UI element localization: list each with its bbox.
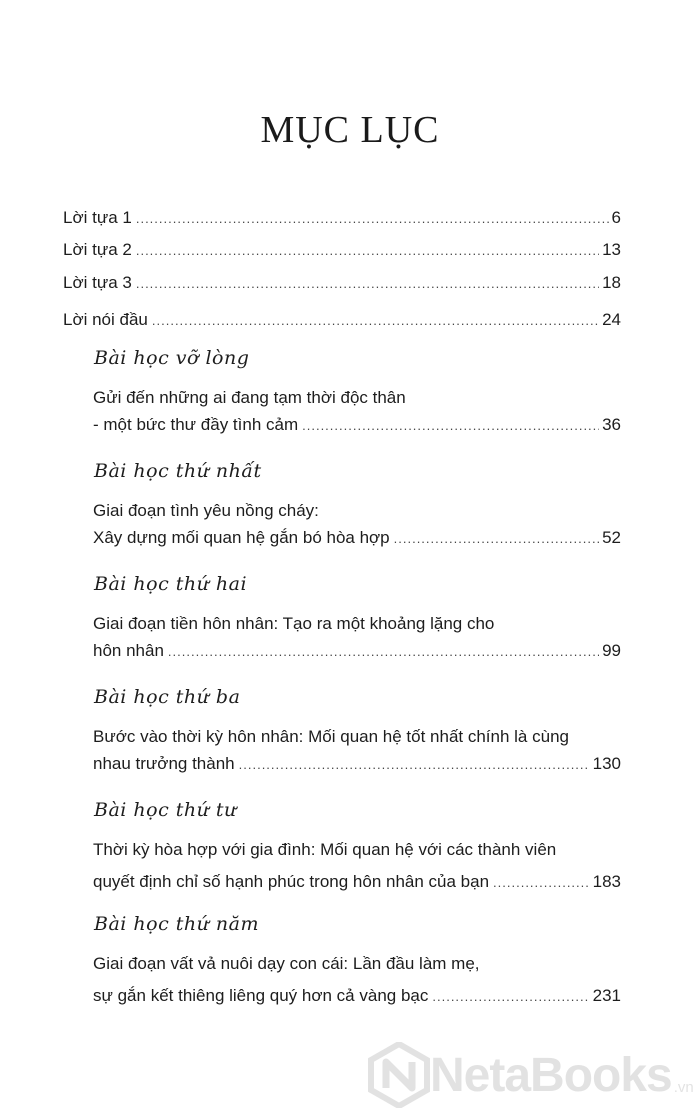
netabooks-logo-icon [368, 1042, 430, 1108]
dot-leader [168, 641, 599, 663]
toc-entry-label: Lời nói đầu [63, 310, 148, 329]
toc-entry-label: sự gắn kết thiêng liêng quý hơn cả vàng bạc [93, 986, 429, 1005]
toc-entry[interactable] [93, 414, 621, 437]
lesson-heading: Bài học thứ hai [94, 573, 248, 595]
dot-leader [136, 208, 609, 230]
toc-entry-line[interactable]: Bước vào thời kỳ hôn nhân: Mối quan hệ tốt nhất chính là cùng [93, 727, 569, 746]
toc-entry[interactable] [63, 239, 621, 262]
dot-leader [136, 273, 599, 295]
toc-entry[interactable] [93, 753, 621, 776]
toc-page-number: 130 [592, 754, 621, 773]
toc-page-number: 52 [602, 528, 621, 547]
dot-leader [493, 872, 590, 894]
toc-entry-label: nhau trưởng thành [93, 754, 235, 773]
toc-page-number: 13 [602, 240, 621, 259]
toc-entry[interactable] [93, 985, 621, 1008]
toc-entry-label: Lời tựa 2 [63, 240, 132, 259]
dot-leader [394, 528, 599, 550]
dot-leader [136, 240, 599, 262]
toc-entry[interactable] [63, 272, 621, 295]
toc-page-number: 99 [602, 641, 621, 660]
toc-entry[interactable] [63, 207, 621, 230]
toc-entry-label: quyết định chỉ số hạnh phúc trong hôn nhân của bạn [93, 872, 490, 891]
toc-page-number: 6 [611, 208, 621, 227]
lesson-heading: Bài học thứ ba [94, 686, 241, 708]
toc-entry-label: hôn nhân [93, 641, 164, 660]
toc-page-number: 36 [602, 415, 621, 434]
toc-entry[interactable] [93, 527, 621, 550]
dot-leader [152, 310, 599, 332]
toc-entry-label: - một bức thư đầy tình cảm [93, 415, 299, 434]
lesson-heading: Bài học thứ năm [94, 913, 259, 935]
toc-entry[interactable] [63, 309, 621, 332]
page-title: MỤC LỤC [260, 109, 440, 151]
watermark-suffix: .vn [673, 1079, 694, 1096]
toc-page-number: 231 [592, 986, 621, 1005]
toc-entry-line[interactable]: Gửi đến những ai đang tạm thời độc thân [93, 388, 406, 407]
toc-entry[interactable] [93, 640, 621, 663]
toc-entry-line[interactable]: Giai đoạn vất vả nuôi dạy con cái: Lần đầu làm mẹ, [93, 954, 480, 973]
dot-leader [302, 415, 599, 437]
toc-entry[interactable] [93, 871, 621, 894]
toc-entry-label: Xây dựng mối quan hệ gắn bó hòa hợp [93, 528, 390, 547]
toc-entry-label: Lời tựa 3 [63, 273, 132, 292]
toc-entry-line[interactable]: Giai đoạn tiền hôn nhân: Tạo ra một khoảng lặng cho [93, 614, 495, 633]
lesson-heading: Bài học thứ tư [94, 799, 237, 821]
toc-page-number: 183 [592, 872, 621, 891]
toc-entry-line[interactable]: Thời kỳ hòa hợp với gia đình: Mối quan hệ với các thành viên [93, 840, 557, 859]
watermark-text: NetaBooks [430, 1048, 672, 1102]
toc-page-number: 18 [602, 273, 621, 292]
watermark [368, 1040, 694, 1110]
toc-page-number: 24 [602, 310, 621, 329]
dot-leader [239, 754, 590, 776]
toc-entry-label: Lời tựa 1 [63, 208, 132, 227]
lesson-heading: Bài học vỡ lòng [94, 347, 250, 369]
lesson-heading: Bài học thứ nhất [94, 460, 262, 482]
toc-entry-line[interactable]: Giai đoạn tình yêu nồng cháy: [93, 501, 319, 520]
dot-leader [432, 986, 589, 1008]
